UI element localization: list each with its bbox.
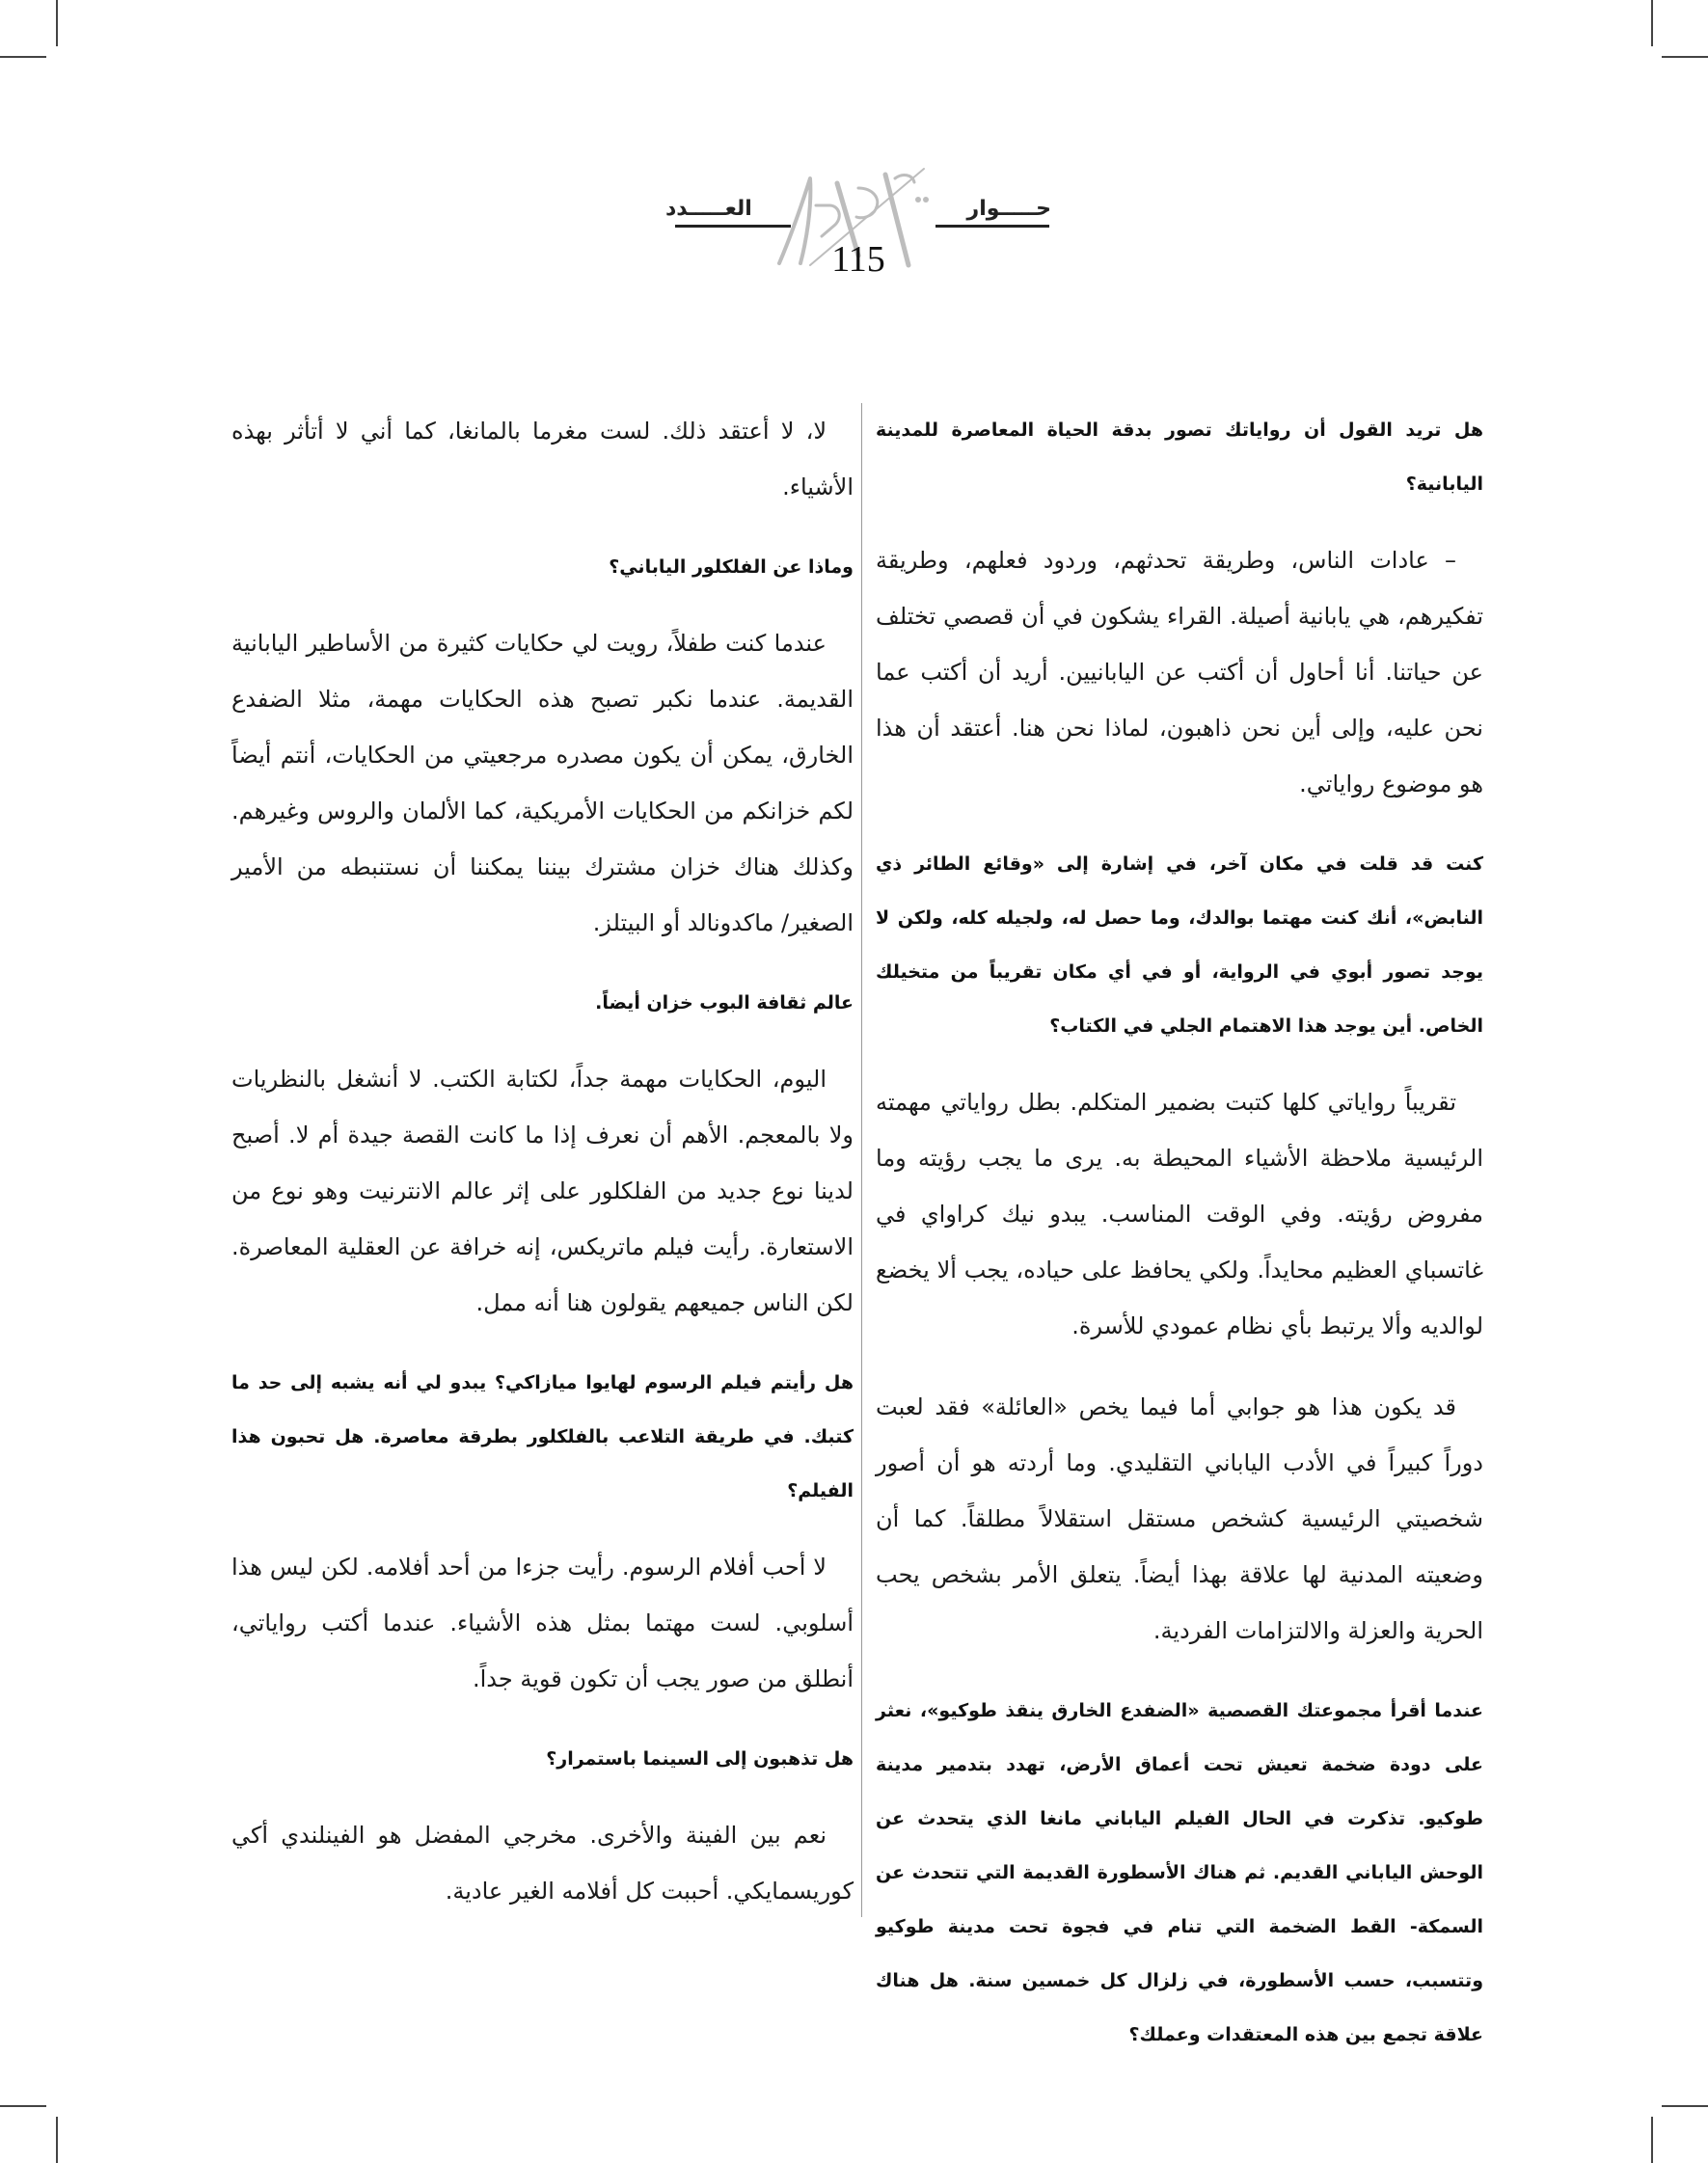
header-rule-right: [935, 225, 1049, 228]
question-3: عندما أقرأ مجموعتك القصصية «الضفدع الخارق ينقذ طوكيو»، نعثر على دودة ضخمة تعيش تحت أعماق الأرض، تهدد بتدمير مدينة طوكيو. تذكرت في الحال الفيلم الياباني مانغا الذي يتحدث عن الوحش الياباني القديم. ثم هناك الأسطورة القديمة التي تتحدث عن السمكة- القط الضخمة التي تنام في فجوة تحت مدينة طوكيو وتتسبب، حسب الأسطورة، في زلزال كل خمسين سنة. هل هناك علاقة تجمع بين هذه المعتقدات وعملك؟: [876, 1700, 1483, 2045]
header-rule-left: [675, 225, 791, 228]
crop-mark-bottom-left-h: [0, 2105, 46, 2107]
question-4: وماذا عن الفلكلور الياباني؟: [609, 556, 854, 578]
answer-6: اليوم، الحكايات مهمة جداً، لكتابة الكتب. لا أنشغل بالنظريات ولا بالمعجم. الأهم أن نعرف إذا ما كانت القصة جيدة أم لا. أصبح لدينا نوع جديد من الفلكلور على إثر عالم الانترنيت وهو نوع من الاستعارة. رأيت فيلم ماتريكس، إنه خرافة عن العقلية المعاصرة. لكن الناس جميعهم يقولون هنا أنه ممل.: [231, 1066, 854, 1316]
page-number: 115: [831, 239, 885, 280]
question-1: هل تريد القول أن رواياتك تصور بدقة الحياة المعاصرة للمدينة اليابانية؟: [876, 419, 1483, 495]
answer-4: لا، لا أعتقد ذلك. لست مغرما بالمانغا، كما أني لا أتأثر بهذه الأشياء.: [231, 418, 854, 500]
left-column: [231, 403, 854, 1944]
answer-3: قد يكون هذا هو جوابي أما فيما يخص «العائلة» فقد لعبت دوراً كبيراً في الأدب الياباني التقليدي. وما أردته هو أن أصور شخصيتي الرئيسية كشخص مستقل استقلالاً مطلقاً. كما أن وضعيته المدنية لها علاقة بهذا أيضاً. يتعلق الأمر بشخص يحب الحرية والعزلة والالتزامات الفردية.: [876, 1393, 1483, 1644]
header-word-issue: العـــــدد: [665, 197, 752, 221]
question-5: عالم ثقافة البوب خزان أيضاً.: [595, 992, 854, 1014]
crop-mark-top-left-v: [56, 0, 58, 46]
answer-1: – عادات الناس، وطريقة تحدثهم، وردود فعلهم، وطريقة تفكيرهم، هي يابانية أصيلة. القراء يشكون في أن قصصي تختلف عن حياتنا. أنا أحاول أن أكتب عن اليابانيين. أريد أن أكتب عما نحن عليه، وإلى أين نحن ذاهبون، لماذا نحن هنا. أعتقد أن هذا هو موضوع رواياتي.: [876, 547, 1483, 798]
crop-mark-top-right-h: [1662, 56, 1708, 58]
crop-mark-bottom-right-v: [1651, 2117, 1653, 2163]
question-6: هل رأيتم فيلم الرسوم لهايوا ميازاكي؟ يبدو لي أنه يشبه إلى حد ما كتبك. في طريقة التلاعب بالفلكلور بطرقة معاصرة. هل تحبون هذا الفيلم؟: [231, 1372, 854, 1501]
header-word-interview: حـــــوار: [966, 197, 1051, 221]
answer-5: عندما كنت طفلاً، رويت لي حكايات كثيرة من الأساطير اليابانية القديمة. عندما نكبر تصبح هذه الحكايات مهمة، مثلا الضفدع الخارق، يمكن أن يكون مصدره مرجعيتي من الحكايات، أنتم أيضاً لكم خزانكم من الحكايات الأمريكية، كما الألمان والروس وغيرهم. وكذلك هناك خزان مشترك بيننا يمكننا أن نستنبطه من الأمير الصغير/ ماكدونالد أو البيتلز.: [231, 630, 854, 936]
question-2: كنت قد قلت في مكان آخر، في إشارة إلى «وقائع الطائر ذي النابض»، أنك كنت مهتما بوالدك، وما حصل له، ولجيله كله، ولكن لا يوجد تصور أبوي في الرواية، أو في أي مكان تقريباً من متخيلك الخاص. أين يوجد هذا الاهتمام الجلي في الكتاب؟: [876, 853, 1483, 1037]
column-divider: [861, 403, 862, 1917]
answer-8: نعم بين الفينة والأخرى. مخرجي المفضل هو الفينلندي أكي كوريسمايكي. أحببت كل أفلامه الغير عادية.: [231, 1822, 854, 1905]
crop-mark-top-right-v: [1651, 0, 1653, 46]
crop-mark-top-left-h: [0, 56, 46, 58]
crop-mark-bottom-right-h: [1662, 2105, 1708, 2107]
answer-7: لا أحب أفلام الرسوم. رأيت جزءا من أحد أفلامه. لكن ليس هذا أسلوبي. لست مهتما بمثل هذه الأشياء. عندما أكتب رواياتي، أنطلق من صور يجب أن تكون قوية جداً.: [231, 1554, 854, 1692]
question-7: هل تذهبون إلى السينما باستمرار؟: [546, 1748, 854, 1770]
crop-mark-bottom-left-v: [56, 2117, 58, 2163]
right-column: [876, 403, 1483, 2083]
answer-2: تقريباً رواياتي كلها كتبت بضمير المتكلم. بطل رواياتي مهمته الرئيسية ملاحظة الأشياء المحيطة به. يرى ما يجب رؤيته وما مفروض رؤيته. وفي الوقت المناسب. يبدو نيك كراواي في غاتسباي العظيم محايداً. ولكي يحافظ على حياده، يجب ألا يخضع لوالديه وألا يرتبط بأي نظام عمودي للأسرة.: [876, 1089, 1483, 1339]
